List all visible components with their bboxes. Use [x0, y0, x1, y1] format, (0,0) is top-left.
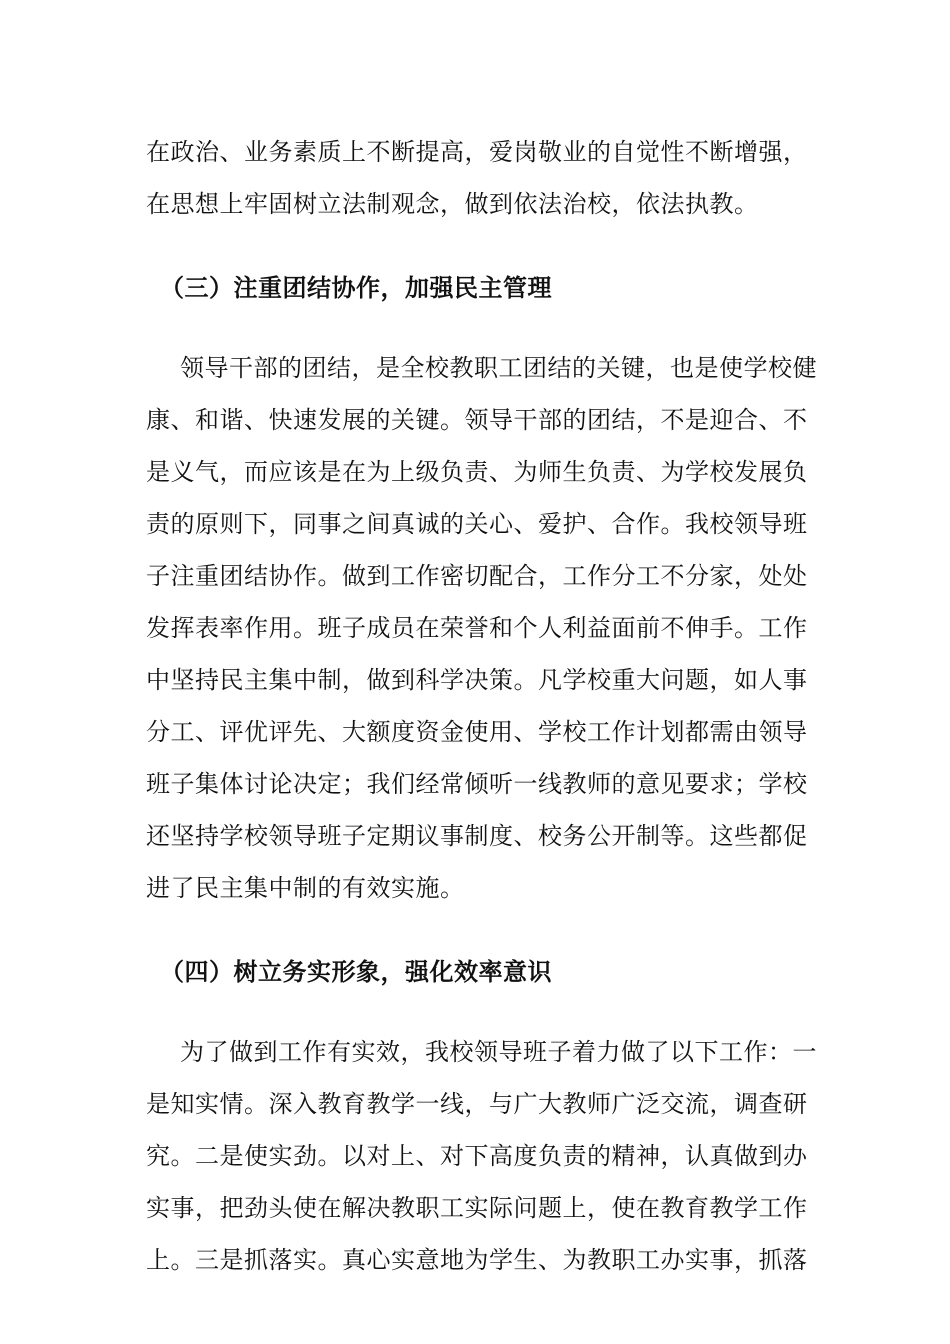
text-line: 实事，把劲头使在解决教职工实际问题上，使在教育教学工作 [146, 1194, 808, 1222]
paragraph-3 [146, 1026, 817, 1286]
text-line: 还坚持学校领导班子定期议事制度、校务公开制等。这些都促 [146, 822, 808, 850]
text-line: 上。三是抓落实。真心实意地为学生、为教职工办实事，抓落 [146, 1246, 808, 1274]
text-line: 为了做到工作有实效，我校领导班子着力做了以下工作：一 [180, 1038, 817, 1066]
text-line: 分工、评优评先、大额度资金使用、学校工作计划都需由领导 [146, 718, 808, 746]
document-body [146, 126, 817, 1286]
text-line: 责的原则下，同事之间真诚的关心、爱护、合作。我校领导班 [146, 510, 808, 538]
section-heading-4: （四）树立务实形象，强化效率意识 [160, 957, 552, 986]
section-heading-3: （三）注重团结协作，加强民主管理 [160, 273, 552, 302]
text-line: 究。二是使实劲。以对上、对下高度负责的精神，认真做到办 [146, 1142, 808, 1170]
text-line: 领导干部的团结，是全校教职工团结的关键，也是使学校健 [180, 354, 817, 382]
text-line: 班子集体讨论决定；我们经常倾听一线教师的意见要求；学校 [146, 770, 808, 798]
text-line: 子注重团结协作。做到工作密切配合，工作分工不分家，处处 [146, 562, 808, 590]
paragraph-2 [146, 342, 817, 914]
text-line: 发挥表率作用。班子成员在荣誉和个人利益面前不伸手。工作 [146, 614, 808, 642]
text-line: 中坚持民主集中制，做到科学决策。凡学校重大问题，如人事 [146, 666, 808, 694]
text-line: 是知实情。深入教育教学一线，与广大教师广泛交流，调查研 [146, 1090, 808, 1118]
text-line: 在政治、业务素质上不断提高，爱岗敬业的自觉性不断增强， [146, 138, 808, 166]
text-line: 在思想上牢固树立法制观念，做到依法治校，依法执教。 [146, 190, 759, 218]
text-line: 康、和谐、快速发展的关键。领导干部的团结，不是迎合、不 [146, 406, 808, 434]
text-line: 是义气，而应该是在为上级负责、为师生负责、为学校发展负 [146, 458, 808, 486]
paragraph-1 [146, 126, 806, 230]
text-line: 进了民主集中制的有效实施。 [146, 874, 465, 902]
